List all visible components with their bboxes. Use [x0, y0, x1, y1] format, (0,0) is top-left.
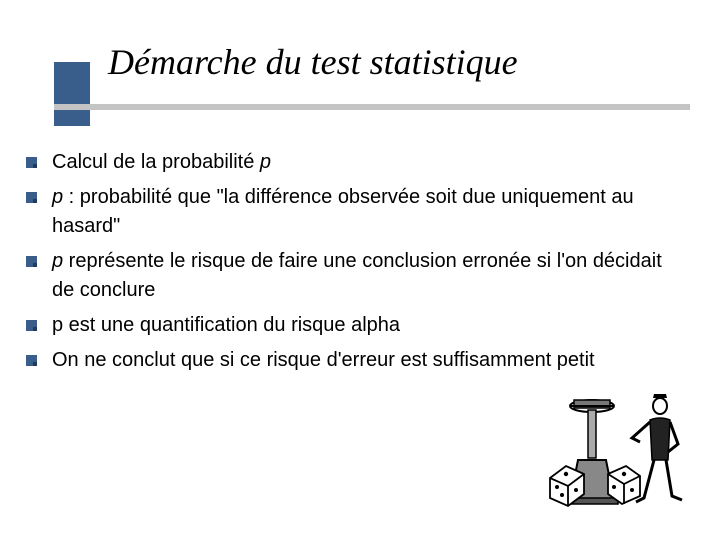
bullet-marker-icon: [26, 157, 37, 168]
bullet-italic-symbol: p: [52, 186, 64, 208]
bullet-text: On ne conclut que si ce risque d'erreur est suffisamment petit: [52, 349, 595, 371]
bullet-marker-icon: [26, 320, 37, 331]
scale-dice-figure-icon: [540, 390, 700, 520]
title-underline-rule: [54, 104, 690, 110]
bullet-text: p est une quantification du risque alpha: [52, 314, 401, 336]
bullet-italic-symbol: p: [52, 250, 64, 272]
bullet-italic-symbol: p: [259, 151, 272, 173]
bullet-item: [26, 183, 666, 241]
bullet-item: [26, 311, 666, 340]
bullet-text: : probabilité que "la différence observée soit due uniquement au hasard": [52, 186, 634, 237]
bullet-item: [26, 148, 666, 177]
slide-title: Démarche du test statistique: [108, 42, 518, 82]
bullet-item: [26, 247, 666, 305]
bullet-marker-icon: [26, 355, 37, 366]
bullet-text: Calcul de la probabilité: [52, 151, 260, 173]
bullet-list: [26, 148, 666, 381]
bullet-text: représente le risque de faire une conclusion erronée si l'on décidait de conclure: [52, 250, 662, 301]
title-accent-square: [54, 62, 90, 126]
bullet-marker-icon: [26, 256, 37, 267]
bullet-item: [26, 346, 666, 375]
bullet-marker-icon: [26, 192, 37, 203]
